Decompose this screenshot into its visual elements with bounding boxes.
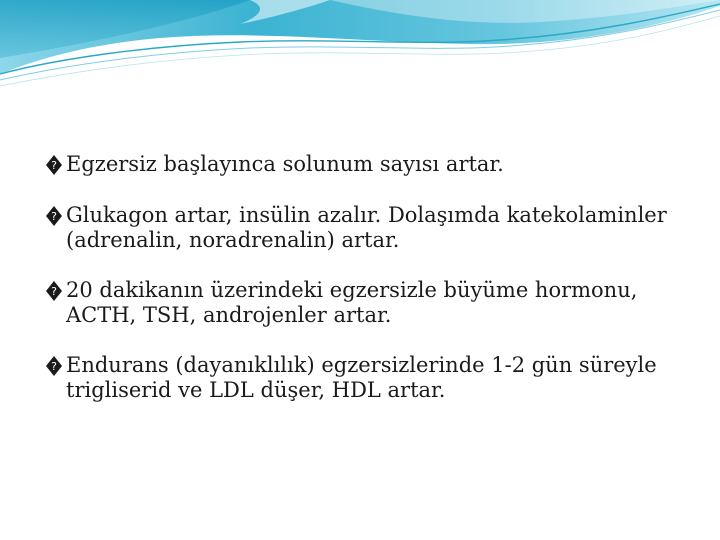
bullet-item [44,353,704,403]
header-wave-decoration [0,0,720,90]
bullet-item [44,203,704,253]
bullet-text: Glukagon artar, insülin azalır. Dolaşımda katekolaminler (adrenalin, noradrenalin) artar. [66,203,667,252]
svg-text:?: ? [51,159,57,172]
missing-glyph-icon [44,154,64,176]
svg-text:?: ? [51,210,57,223]
missing-glyph-icon [44,280,64,302]
bullet-item [44,278,704,328]
bullet-text: Endurans (dayanıklılık) egzersizlerinde 1-2 gün süreyle trigliserid ve LDL düşer, HDL artar. [66,353,657,402]
svg-text:?: ? [51,285,57,298]
missing-glyph-icon [44,355,64,377]
missing-glyph-icon [44,205,64,227]
slide-content [44,152,704,428]
svg-text:?: ? [51,360,57,373]
bullet-text: 20 dakikanın üzerindeki egzersizle büyüme hormonu, ACTH, TSH, androjenler artar. [66,278,638,327]
bullet-item [44,152,704,177]
bullet-text: Egzersiz başlayınca solunum sayısı artar. [66,152,504,176]
